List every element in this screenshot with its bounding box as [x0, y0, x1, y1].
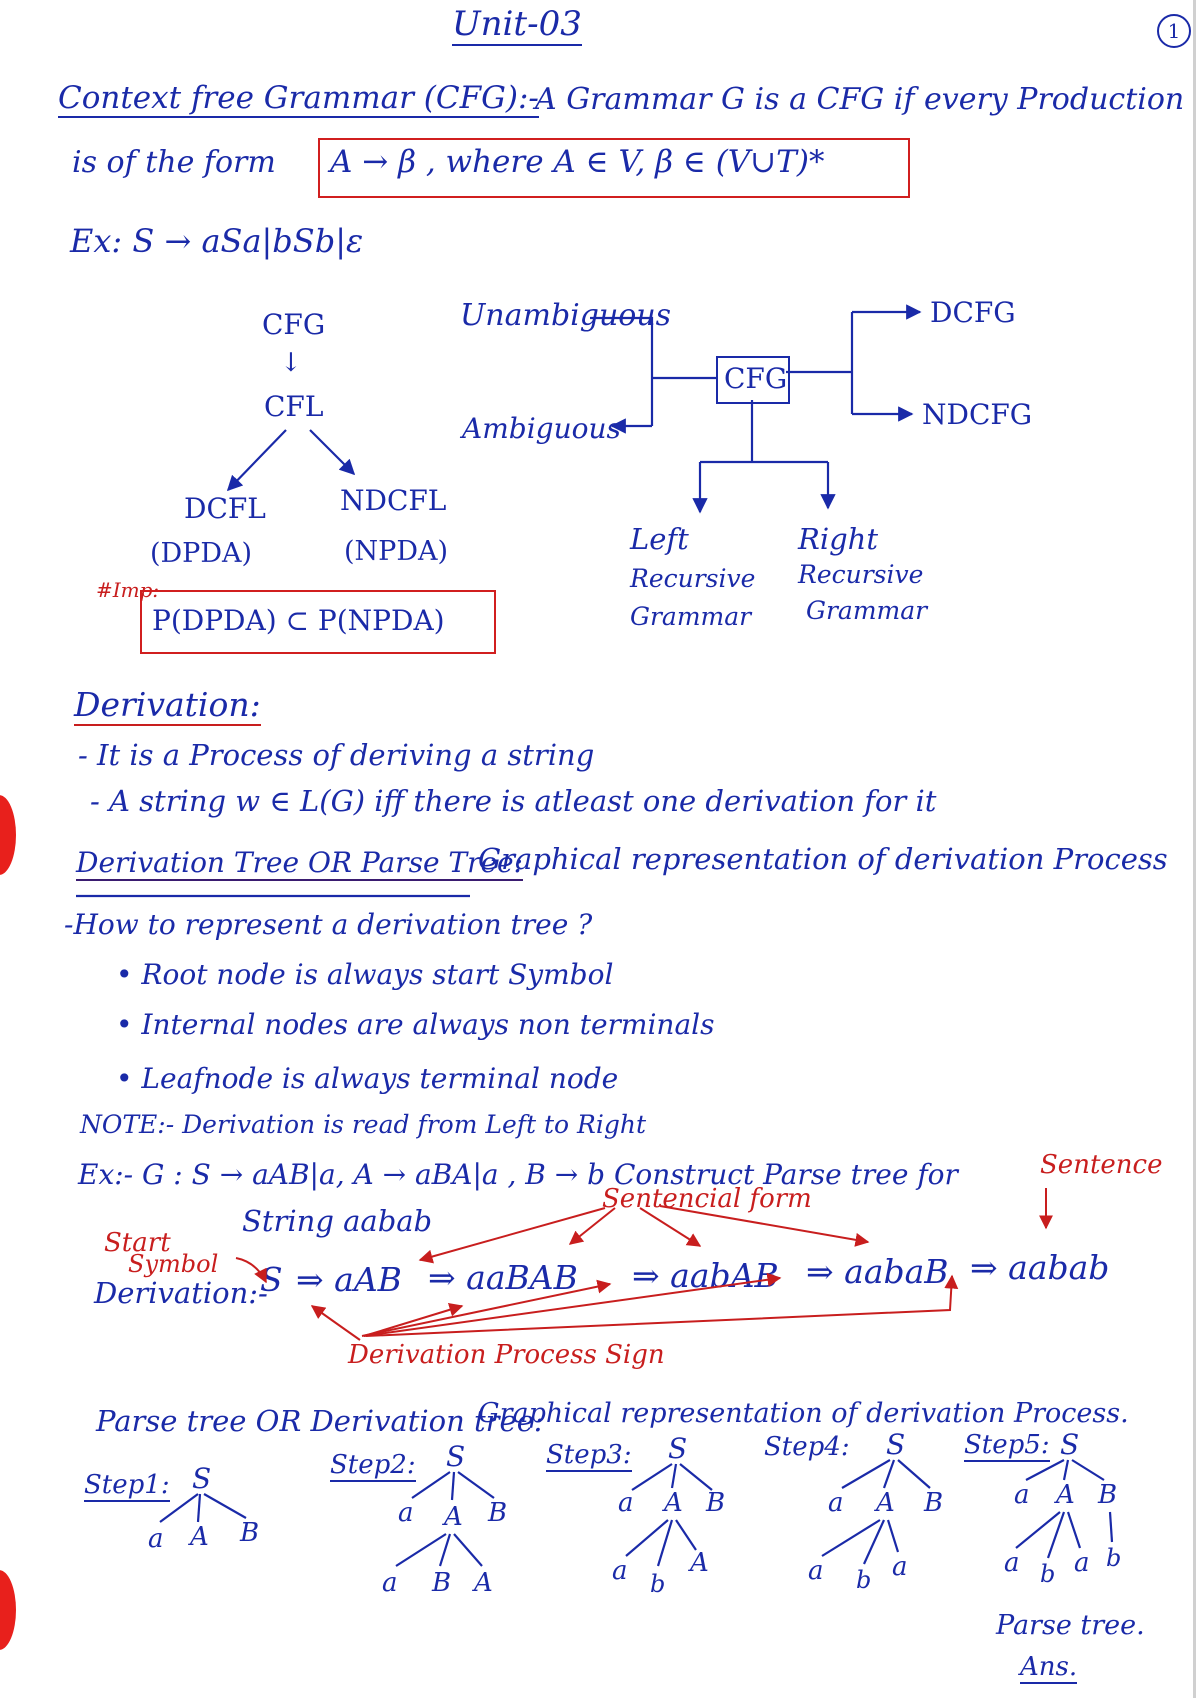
cfg-text-line2: is of the form	[72, 145, 276, 180]
tree-node: a	[612, 1556, 628, 1586]
answer-parse-tree: Parse tree.	[996, 1610, 1145, 1641]
tree-node: B	[706, 1488, 726, 1518]
note-text: NOTE:- Derivation is read from Left to Right	[80, 1110, 647, 1139]
example-string: String aabab	[242, 1204, 433, 1238]
derivation-tree-heading: Derivation Tree OR Parse Tree:	[76, 846, 524, 879]
derivation-tree-definition: Graphical representation of derivation Process	[478, 842, 1168, 876]
derivation-step: ⇒ aAB	[296, 1260, 402, 1299]
tree-node: a	[382, 1568, 398, 1598]
cfg-text-line1: A Grammar G is a CFG if every Production	[535, 82, 1185, 117]
right-recursive-1: Right	[798, 522, 879, 556]
tree-node: b	[1106, 1544, 1122, 1572]
parse-tree-heading: Parse tree OR Derivation tree:	[96, 1404, 544, 1438]
tree-node: A	[690, 1548, 709, 1578]
cfl-node: CFL	[264, 390, 324, 423]
tree-node: b	[856, 1566, 872, 1594]
answer-label: Ans.	[1020, 1652, 1078, 1682]
example-2-grammar: Ex:- G : S → aAB|a, A → aBA|a , B → b Construct Parse tree for	[78, 1158, 958, 1191]
tree-node: A	[876, 1488, 895, 1518]
cfg-heading: Context free Grammar (CFG):-	[58, 80, 539, 116]
derivation-step: ⇒ aabab	[970, 1248, 1110, 1287]
derivation-point-2: - A string w ∈ L(G) iff there is atleast one derivation for it	[90, 784, 937, 818]
step-5-label: Step5:	[964, 1430, 1050, 1460]
start-symbol-label-1: Start	[104, 1228, 171, 1258]
tree-node: a	[892, 1552, 908, 1582]
tree-node: B	[240, 1518, 260, 1548]
dpda-label: (DPDA)	[150, 538, 253, 569]
tree-node: b	[650, 1570, 666, 1598]
tree-node: a	[148, 1524, 164, 1554]
tree-node: A	[190, 1522, 209, 1552]
ambiguous-label: Ambiguous	[462, 412, 621, 445]
start-symbol-label-2: Symbol	[128, 1250, 219, 1278]
tree-node: a	[398, 1498, 414, 1528]
tree-node: a	[1074, 1548, 1090, 1578]
page-number: 1	[1157, 14, 1191, 48]
tree-node: B	[924, 1488, 944, 1518]
tree-node: A	[664, 1488, 683, 1518]
tree-node: b	[1040, 1560, 1056, 1588]
arrow-cfl-to-ndcfl	[310, 430, 354, 474]
cfl-tree-root: CFG	[262, 308, 326, 341]
sentence-label: Sentence	[1040, 1150, 1163, 1180]
cfg-center-label: CFG	[724, 362, 788, 395]
down-arrow: ↓	[280, 348, 302, 378]
tree-node: S	[886, 1428, 906, 1461]
right-recursive-2: Recursive	[798, 560, 924, 589]
ndcfl-label: NDCFL	[340, 484, 447, 517]
derivation-point-1: - It is a Process of deriving a string	[78, 738, 595, 772]
derivation-step: ⇒ aabAB	[632, 1256, 779, 1295]
tree-node: B	[1098, 1480, 1118, 1510]
bullet-root: • Root node is always start Symbol	[116, 958, 614, 991]
tree-node: B	[488, 1498, 508, 1528]
step-1-label: Step1:	[84, 1470, 170, 1500]
imp-box-text: P(DPDA) ⊂ P(NPDA)	[152, 604, 445, 637]
tree-node: S	[192, 1462, 212, 1495]
tree-node: A	[474, 1568, 493, 1598]
step-2-label: Step2:	[330, 1450, 416, 1480]
left-recursive-3: Grammar	[630, 602, 752, 631]
derivation-label: Derivation:-	[94, 1276, 268, 1310]
parse-tree-definition: Graphical representation of derivation Process.	[478, 1398, 1129, 1429]
tree-node: a	[1014, 1480, 1030, 1510]
tree-node: a	[1004, 1548, 1020, 1578]
imp-tag: #Imp:	[96, 578, 160, 602]
left-recursive-1: Left	[630, 522, 689, 556]
how-to-question: -How to represent a derivation tree ?	[64, 908, 593, 941]
step-4-label: Step4:	[764, 1432, 850, 1462]
bullet-internal: • Internal nodes are always non terminals	[116, 1008, 715, 1041]
step-3-label: Step3:	[546, 1440, 632, 1470]
tree-node: S	[446, 1440, 466, 1473]
bullet-leaf: • Leafnode is always terminal node	[116, 1062, 619, 1095]
derivation-step: ⇒ aaBAB	[428, 1258, 578, 1297]
derivation-heading: Derivation:	[74, 685, 261, 724]
tree-node: A	[1056, 1480, 1075, 1510]
tree-node: a	[808, 1556, 824, 1586]
unit-title: Unit-03	[452, 4, 582, 44]
left-recursive-2: Recursive	[630, 564, 756, 593]
tree-node: a	[828, 1488, 844, 1518]
tree-node: a	[618, 1488, 634, 1518]
tree-node: S	[1060, 1428, 1080, 1461]
dcfg-label: DCFG	[930, 296, 1016, 329]
npda-label: (NPDA)	[344, 536, 449, 567]
boxed-rule: A → β , where A ∈ V, β ∈ (V∪T)*	[330, 144, 825, 180]
derivation-step: S	[260, 1260, 283, 1299]
line-unambiguous	[590, 318, 652, 426]
sentential-form-label: Sentencial form	[602, 1184, 812, 1214]
tree-node: S	[668, 1432, 688, 1465]
derivation-step: ⇒ aabaB	[806, 1252, 949, 1291]
arrow-cfl-to-dcfl	[228, 430, 286, 490]
ndcfg-label: NDCFG	[922, 398, 1033, 431]
tree-node: A	[444, 1502, 463, 1532]
right-recursive-3: Grammar	[806, 596, 928, 625]
dcfl-label: DCFL	[184, 492, 266, 525]
process-sign-label: Derivation Process Sign	[348, 1340, 665, 1370]
tree-node: B	[432, 1568, 452, 1598]
unambiguous-label: Unambiguous	[460, 298, 672, 333]
example-1: Ex: S → aSa|bSb|ε	[70, 222, 364, 260]
